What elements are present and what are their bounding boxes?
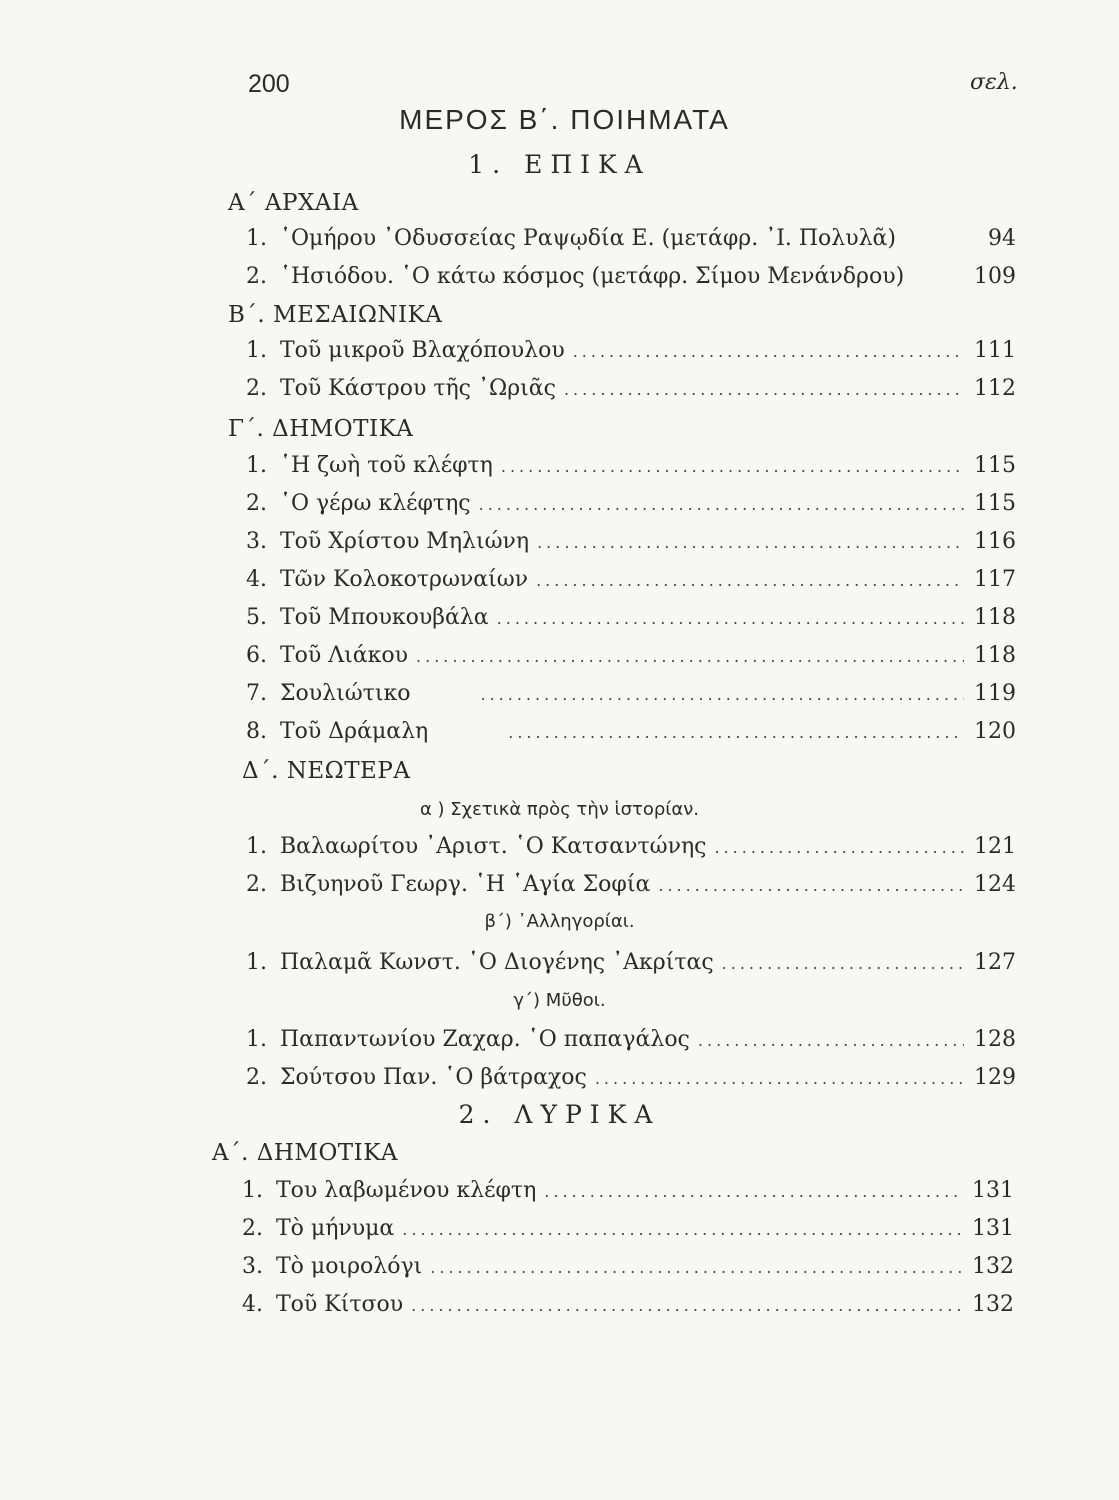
subheading-istorian: α ) Σχετικὰ πρὸς τὴν ἱστορίαν. [419, 799, 700, 820]
entry-page: 117 [974, 567, 1016, 592]
entry-page: 131 [972, 1178, 1014, 1203]
toc-entry[interactable] [246, 226, 1016, 256]
entry-number: 2. [246, 1065, 267, 1090]
entry-page: 111 [974, 338, 1016, 363]
heading-dimotika: Γ΄. ΔΗΜΟΤΙΚΑ [228, 416, 414, 442]
entry-page: 132 [972, 1292, 1014, 1317]
dot-leader [430, 1258, 962, 1277]
entry-page: 128 [974, 1027, 1016, 1052]
entry-page: 119 [974, 681, 1016, 706]
entry-number: 1. [242, 1178, 263, 1203]
entry-title: ῾Ομήρου ᾿Οδυσσείας Ραψῳδία Ε. (μετάφρ. ᾿Ι. Πολυλᾶ) [280, 226, 896, 251]
entry-page: 116 [974, 529, 1016, 554]
entry-title: Βαλαωρίτου ᾿Αριστ. ῾Ο Κατσαντώνης [280, 834, 707, 859]
entry-page: 112 [974, 376, 1016, 401]
entry-page: 120 [974, 719, 1016, 744]
entry-number: 7. [246, 681, 267, 706]
entry-number: 4. [246, 567, 267, 592]
entry-title: Σούτσου Παν. ῾Ο βάτραχος [280, 1065, 587, 1090]
entry-page: 109 [974, 264, 1016, 289]
toc-entry[interactable] [242, 1292, 1014, 1322]
dot-leader [497, 609, 964, 628]
toc-entry[interactable] [246, 834, 1016, 864]
dot-leader [536, 571, 964, 590]
entry-number: 6. [246, 643, 267, 668]
entry-number: 1. [246, 338, 267, 363]
entry-title: ῾Η ζωὴ τοῦ κλέφτη [280, 453, 493, 478]
entry-page: 132 [972, 1254, 1014, 1279]
entry-number: 8. [246, 719, 267, 744]
entry-page: 124 [974, 872, 1016, 897]
dot-leader [479, 495, 964, 514]
entry-page: 118 [974, 605, 1016, 630]
toc-entry[interactable] [246, 872, 1016, 902]
entry-title: Τοῦ Χρίστου Μηλιώνη [280, 529, 530, 554]
page-number: 200 [248, 70, 290, 98]
heading-neotera: Δ΄. ΝΕΩΤΕΡΑ [242, 758, 411, 784]
toc-entry[interactable] [246, 567, 1016, 597]
dot-leader [573, 342, 964, 361]
entry-title: Τοῦ μικροῦ Βλαχόπουλου [280, 338, 565, 363]
entry-title: Βιζυηνοῦ Γεωργ. ῾Η ῾Αγία Σοφία [280, 872, 651, 897]
entry-page: 118 [974, 643, 1016, 668]
toc-entry[interactable] [242, 1254, 1014, 1284]
entry-page: 131 [972, 1216, 1014, 1241]
entry-title: Τοῦ Μπουκουβάλα [280, 605, 489, 630]
entry-title: Σουλιώτικο [280, 681, 411, 706]
dot-leader [595, 1069, 964, 1088]
page-column-label: σελ. [970, 70, 1018, 95]
toc-entry[interactable] [246, 1027, 1016, 1057]
entry-number: 1. [246, 950, 267, 975]
entry-page: 127 [974, 950, 1016, 975]
toc-entry[interactable] [246, 264, 1016, 294]
entry-title: Τοῦ Κάστρου τῆς ᾿Ωριᾶς [280, 376, 556, 401]
entry-number: 2. [242, 1216, 263, 1241]
heading-lyrika-dimotika: Α΄. ΔΗΜΟΤΙΚΑ [212, 1140, 399, 1166]
entry-number: 2. [246, 376, 267, 401]
entry-title: Τοῦ Λιάκου [280, 643, 409, 668]
dot-leader [508, 723, 964, 742]
toc-entry[interactable] [246, 338, 1016, 368]
entry-title: Του λαβωμένου κλέφτη [276, 1178, 537, 1203]
dot-leader [658, 876, 964, 895]
toc-entry[interactable] [246, 950, 1016, 980]
entry-page: 115 [974, 453, 1016, 478]
dot-leader [698, 1031, 964, 1050]
entry-number: 2. [246, 264, 267, 289]
dot-leader [544, 1182, 962, 1201]
entry-number: 2. [246, 872, 267, 897]
entry-number: 4. [242, 1292, 263, 1317]
entry-number: 1. [246, 1027, 267, 1052]
entry-title: Τὸ μοιρολόγι [276, 1254, 423, 1279]
entry-title: Τῶν Κολοκοτρωναίων [280, 567, 529, 592]
section-title-epika: 1. ΕΠΙΚΑ [468, 150, 651, 179]
dot-leader [564, 380, 964, 399]
toc-entry[interactable] [246, 453, 1016, 483]
entry-page: 94 [988, 226, 1016, 251]
dot-leader [402, 1220, 962, 1239]
dot-leader [537, 533, 964, 552]
toc-entry[interactable] [246, 643, 1016, 673]
toc-entry[interactable] [242, 1216, 1014, 1246]
toc-entry[interactable] [246, 529, 1016, 559]
entry-title: Τὸ μήνυμα [276, 1216, 395, 1241]
dot-leader [411, 1296, 962, 1315]
entry-number: 1. [246, 226, 267, 251]
entry-number: 1. [246, 834, 267, 859]
dot-leader [416, 647, 964, 666]
toc-entry[interactable] [246, 681, 1016, 711]
part-title: ΜΕΡΟΣ Β΄. ΠΟΙΗΜΑΤΑ [399, 104, 730, 135]
toc-entry[interactable] [242, 1178, 1014, 1208]
entry-title: Παλαμᾶ Κωνστ. ῾Ο Διογένης ᾿Ακρίτας [280, 950, 714, 975]
entry-number: 5. [246, 605, 267, 630]
entry-title: Τοῦ Δράμαλη [280, 719, 429, 744]
entry-number: 1. [246, 453, 267, 478]
dot-leader [714, 838, 964, 857]
section-title-lyrika: 2. ΛΥΡΙΚΑ [458, 1100, 661, 1129]
toc-entry[interactable] [246, 491, 1016, 521]
entry-page: 129 [974, 1065, 1016, 1090]
entry-page: 121 [974, 834, 1016, 859]
subheading-allegories: β΄) ᾿Αλληγορίαι. [484, 911, 635, 932]
entry-title: Παπαντωνίου Ζαχαρ. ῾Ο παπαγάλος [280, 1027, 690, 1052]
entry-page: 115 [974, 491, 1016, 516]
toc-entry[interactable] [246, 376, 1016, 406]
entry-title: ῾Ο γέρω κλέφτης [280, 491, 471, 516]
entry-number: 2. [246, 491, 267, 516]
toc-entry[interactable] [246, 719, 1016, 749]
entry-number: 3. [242, 1254, 263, 1279]
heading-mesaionika: Β΄. ΜΕΣΑΙΩΝΙΚΑ [228, 302, 443, 328]
dot-leader [722, 954, 964, 973]
entry-number: 3. [246, 529, 267, 554]
entry-title: ῾Ησιόδου. ῾Ο κάτω κόσμος (μετάφρ. Σίμου Μενάνδρου) [280, 264, 905, 289]
dot-leader [480, 685, 964, 704]
toc-entry[interactable] [246, 1065, 1016, 1095]
subheading-mythoi: γ΄) Μῦθοι. [513, 990, 606, 1011]
toc-entry[interactable] [246, 605, 1016, 635]
dot-leader [501, 457, 964, 476]
entry-title: Τοῦ Κίτσου [276, 1292, 404, 1317]
heading-archaia: Α΄ ΑΡΧΑΙΑ [228, 190, 359, 216]
